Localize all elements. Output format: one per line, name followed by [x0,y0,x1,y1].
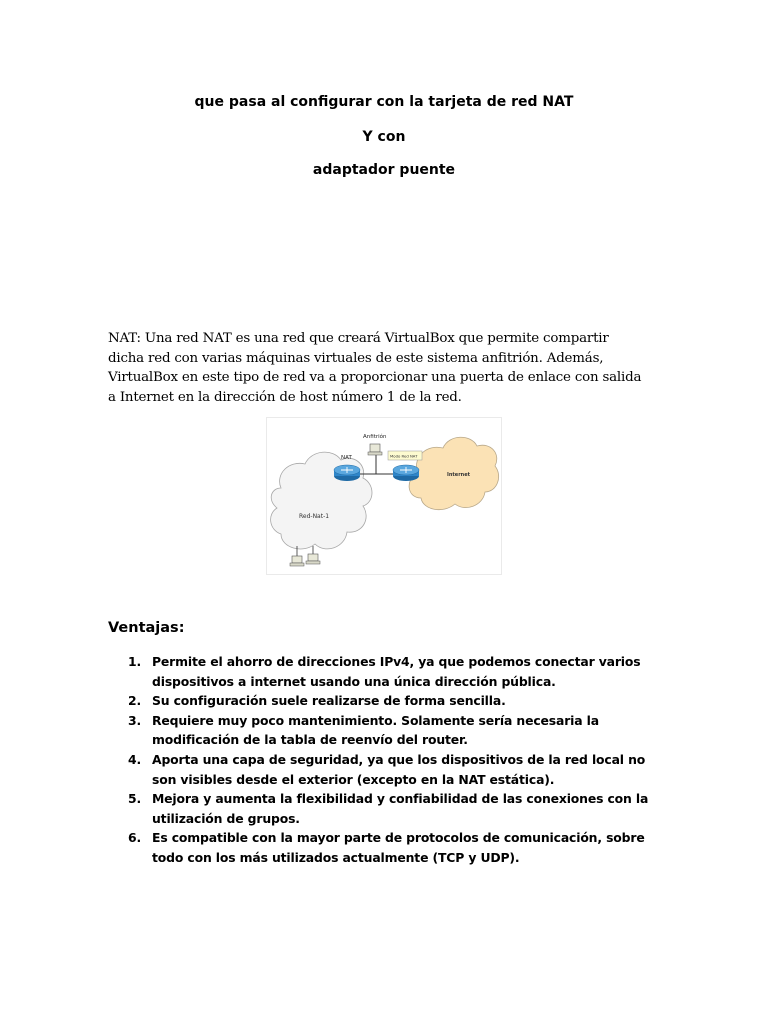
client-pc-icon [306,554,320,564]
item-number: 2. [128,693,142,709]
item-number: 3. [128,712,142,728]
advantages-list [108,652,668,868]
item-number: 4. [128,751,142,767]
item-number: 5. [128,791,142,807]
ventajas-heading: Ventajas: [108,620,185,636]
item-text: Su configuración suele realizarse de forma sencilla. [152,693,506,709]
router-icon [393,465,419,481]
nat-router-icon [334,465,360,481]
item-number: 6. [128,830,142,846]
mode-label: Modo Red NAT [390,453,418,459]
title-subject: adaptador puente [312,162,456,178]
red-nat-label: Red-Nat-1 [299,513,330,520]
item-text: Permite el ahorro de direcciones IPv4, ya que podemos conectar varios dispositivos a internet usando una única dirección pública. [152,654,641,689]
list-item [108,652,668,691]
client-pc-icon [290,556,304,566]
internet-cloud [409,437,499,509]
nat-network-diagram [266,417,502,575]
host-computer-icon [368,444,382,455]
list-item [108,750,668,789]
internet-label: Internet [447,472,471,478]
item-text: Es compatible con la mayor parte de protocolos de comunicación, sobre todo con los más utilizados actualmente (TCP y UDP). [152,830,645,865]
list-item [108,828,668,867]
list-item [108,789,668,828]
item-text: Mejora y aumenta la flexibilidad y confiabilidad de las conexiones con la utilización de grupos. [152,791,649,826]
host-label: Anfitrión [363,434,387,440]
nat-label: NAT [341,455,352,461]
item-number: 1. [128,654,142,669]
document-title: que pasa al configurar con la tarjeta de red NAT [194,94,574,110]
title-connector: Y con [362,129,406,145]
list-item [108,711,668,750]
intro-paragraph: NAT: Una red NAT es una red que creará VirtualBox que permite compartir dicha red con varias máquinas virtuales de este sistema anfitrión. Además, VirtualBox en este tipo de red va a proporcionar una puerta de enlace con salida a Internet en la dirección de host número 1 de la red. [108,331,642,406]
item-text: Requiere muy poco mantenimiento. Solamente sería necesaria la modificación de la tabla de reenvío del router. [152,712,599,748]
item-text: Aporta una capa de seguridad, ya que los dispositivos de la red local no son visibles desde el exterior (excepto en la NAT estática). [152,751,646,787]
list-item [108,691,668,711]
